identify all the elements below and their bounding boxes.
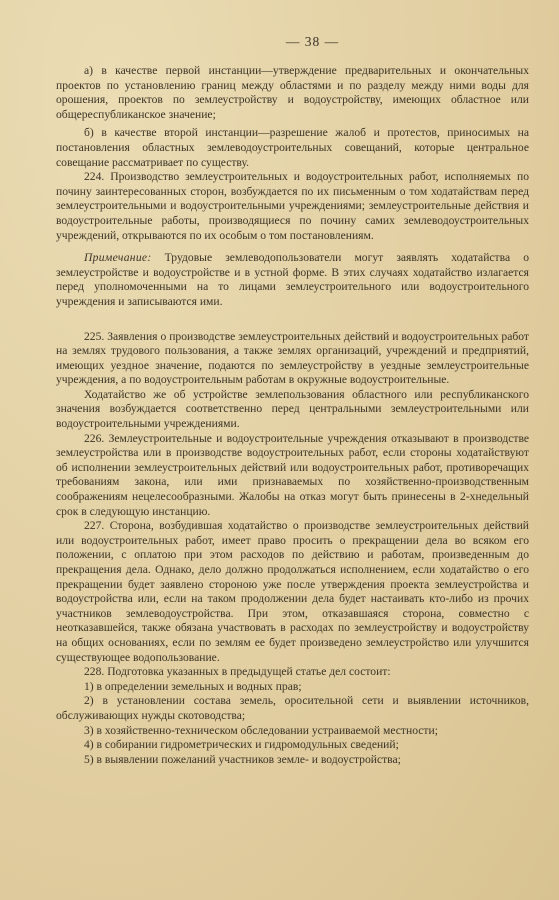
paragraph-224: 224. Производство землеустроительных и водоустроительных работ, исполняемых по почину заинтересованных сторон, возбуждается по их письменным о том ходатайствам перед землеустроительными и водоустроительными учреждениями; землеустроительные действия и водоустроительные работы, производящиеся по почину самих землеводоустроительных учреждений, открываются по их особым о том постановлениям. [56, 170, 529, 242]
list-228 [56, 680, 529, 768]
text-body [56, 64, 529, 767]
page-number: — 38 — [285, 34, 340, 49]
paragraph-225-b: Ходатайство же об устройстве землепользования областного или республиканского значения возбуждается соответственно перед центральными землеустроительными или водоустроительными учреждениями. [56, 387, 529, 431]
list-item: 1) в определении земельных и водных прав; [84, 679, 302, 693]
note-label: Примечание: [84, 251, 152, 265]
paragraph-a: а) в качестве первой инстанции—утверждение предварительных и окончательных проектов по установлению границ между областями и по разделу между ними воды для орошения, проектов по землеустройству и водоустройству, имеющих областное или общереспубликанское значение; [56, 64, 529, 121]
list-item: 2) в установлении состава земель, оросительной сети и выявлении источников, обслуживающих нужды скотоводства; [56, 694, 529, 722]
paragraph-228: 228. Подготовка указанных в предыдущей статье дел состоит: [84, 665, 391, 679]
list-item: 3) в хозяйственно-техническом обследовании устраиваемой местности; [84, 723, 438, 737]
list-item: 5) в выявлении пожеланий участников земле- и водоустройства; [84, 752, 401, 766]
note [56, 251, 529, 309]
note-text: Трудовые землеводопользователи могут заявлять ходатайства о землеустройстве и водоустройстве и в устной форме. В этих случаях ходатайство излагается перед уполномоченными на то лицами землеустроительного или водоустроительного учреждения и записываются ими. [56, 251, 529, 308]
paragraph-227: 227. Сторона, возбудившая ходатайство о производстве землеустроительных действий или водоустроительных работ, имеет право просить о прекращении дела во всяком его положении, с оплатою при этом расходов по действию и работам, произведенным до прекращения дела. Однако, дело должно продолжаться исполнением, если ходатайство о его прекращении будет заявлено стороною уже после утверждения проекта землеустройства и водоустройства или, если на таком продолжении дела будет настаивать кто-либо из прочих участников землеводоустройства. При этом, отказавшаяся сторона, совместно с неотказавшейся, также обязана участвовать в расходах по землеустройству и водоустройству на общих основаниях, если по землям ее будет произведено землеустройство или улучшится существующее водопользование. [56, 519, 529, 664]
paragraph-225: 225. Заявления о производстве землеустроительных действий и водоустроительных работ на землях трудового пользования, а также землях организаций, учреждений и предприятий, имеющих уездное значение, подаются по землеустройству в уездные землеустроительные учреждения, а по водоустроительным работам в окружные водоустроительные. [56, 329, 529, 387]
list-item: 4) в собирании гидрометрических и гидромодульных сведений; [84, 738, 399, 752]
paragraph-b: б) в качестве второй инстанции—разрешение жалоб и протестов, приносимых на постановления областных землеводоустроительных совещаний, которые центральное совещание рассматривает по существу. [56, 126, 529, 169]
paragraph-226: 226. Землеустроительные и водоустроительные учреждения отказывают в производстве землеустройства или в производстве водоустроительных работ, если стороны ходатайствуют об исполнении землеустроительных действий или водоустроительных работ, противоречащих требованиям закона, или ими признаваемых по хозяйственно-производственным соображениям нецелесообразными. Жалобы на отказ могут быть принесены в 2-хнедельный срок в следующую инстанцию. [56, 431, 529, 518]
